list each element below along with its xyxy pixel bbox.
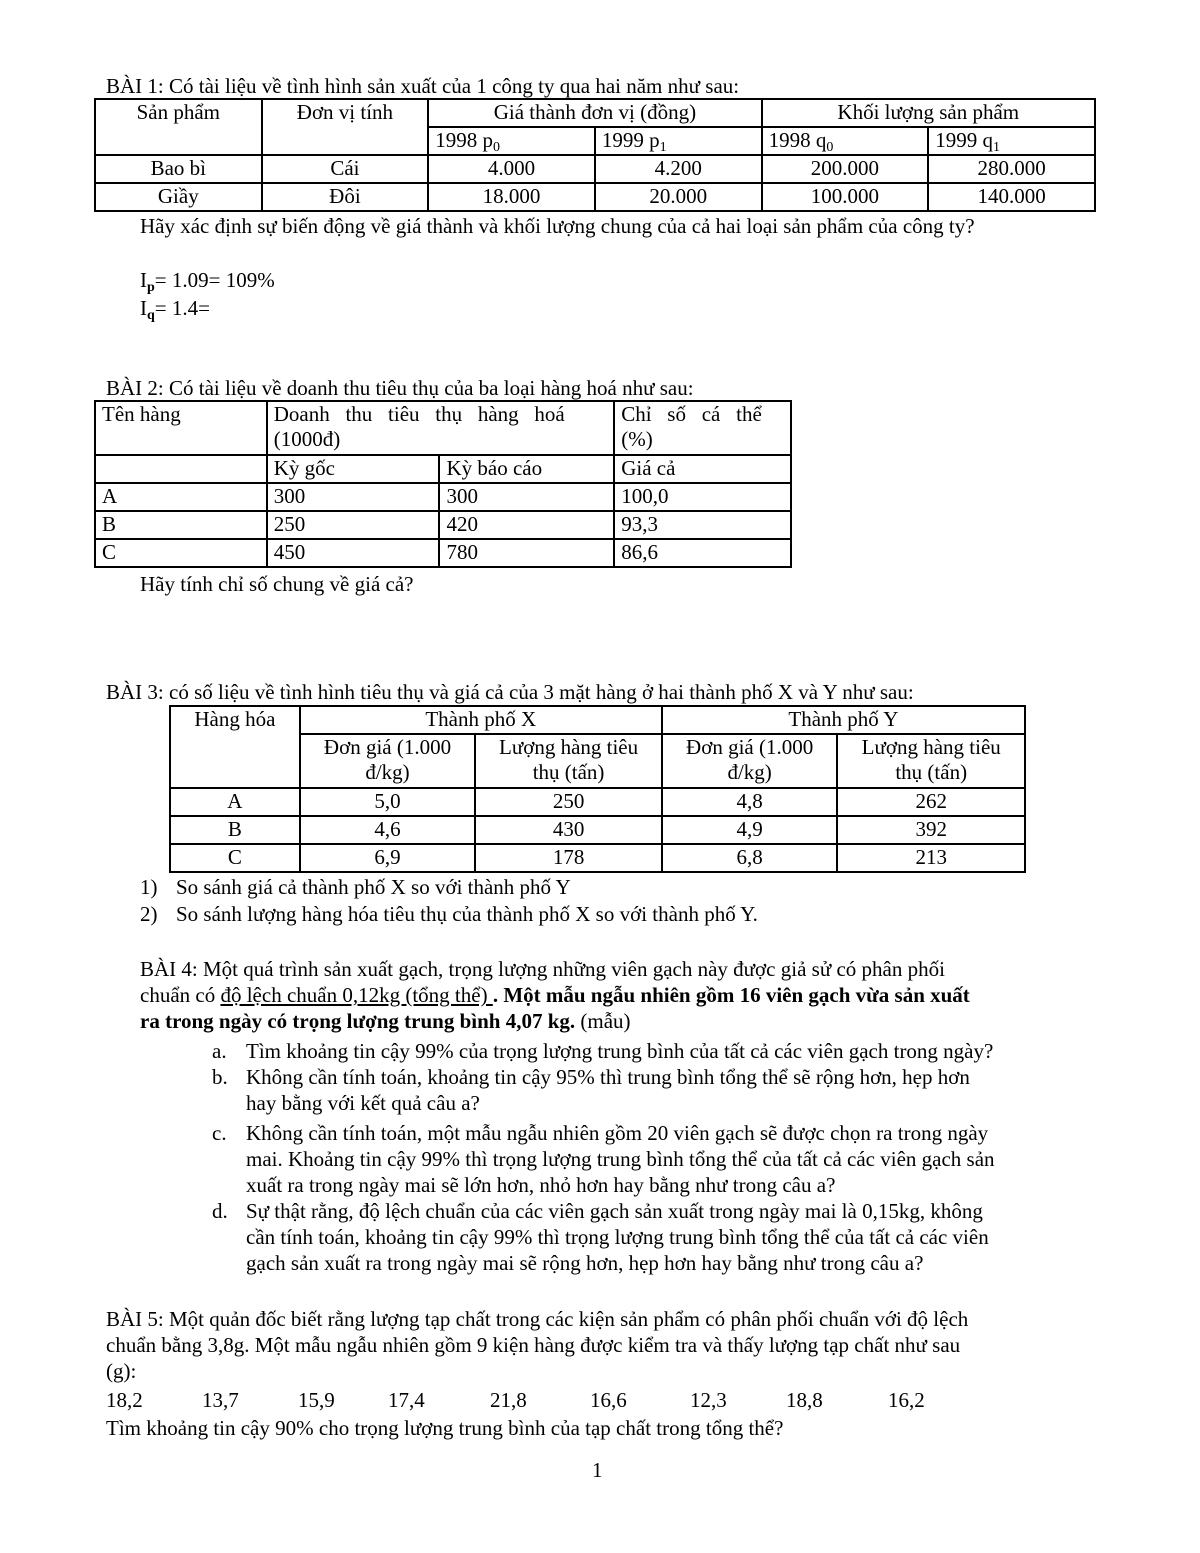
list-item-text: Sự thật rằng, độ lệch chuẩn của các viên gạch sản xuất trong ngày mai là 0,15kg, không cần tính toán, khoảng tin cậy 99% thì trọng lượng trung bình tổng thể của tất cả các viên gạch sản xuất ra trong ngày mai sẽ rộng hơn, hẹp hơn hay bằng như trong câu a? — [246, 1199, 989, 1275]
page-number: 1 — [592, 1458, 603, 1482]
cell-y-gia: 4,8 — [662, 788, 838, 816]
list-item-text: Không cần tính toán, một mẫu ngẫu nhiên gồm 20 viên gạch sẽ được chọn ra trong ngày mai. Khoảng tin cậy 99% thì trọng lượng trung bình tổng thể của tất cả các viên gạch sản xuất ra trong ngày mai sẽ lớn hơn, nhỏ hơn hay bằng như trong câu a? — [246, 1121, 995, 1197]
bai5-values-row — [106, 1388, 1006, 1414]
list-item-text: Không cần tính toán, khoảng tin cậy 95% thì trung bình tổng thể sẽ rộng hơn, hẹp hơn hay bằng với kết quả câu a? — [246, 1065, 970, 1115]
table-row — [95, 155, 1095, 183]
cell-gia-ca: 86,6 — [614, 539, 791, 567]
cell-goc: 300 — [267, 483, 440, 511]
bai4-line3: ra trong ngày có trọng lượng trung bình 4,07 kg. (mẫu) — [140, 1009, 631, 1033]
list-item — [140, 901, 1100, 927]
bai4-line2: chuẩn có độ lệch chuẩn 0,12kg (tổng thể) . Một mẫu ngẫu nhiên gồm 16 viên gạch vừa sản xuất — [140, 983, 970, 1007]
bai5-line3: (g): — [106, 1359, 137, 1383]
header-khoi-luong: Khối lượng sản phẩm — [762, 99, 1095, 127]
header-hang-hoa: Hàng hóa — [170, 706, 300, 788]
list-item-marker: c. — [212, 1121, 227, 1145]
cell-bao-cao: 780 — [439, 539, 614, 567]
subheader-x-don-gia: Đơn giá (1.000 đ/kg) — [300, 734, 476, 788]
cell-p1: 4.200 — [595, 155, 762, 183]
cell-name: B — [95, 511, 267, 539]
header-thanh-pho-x: Thành phố X — [300, 706, 662, 734]
header-chi-so — [614, 401, 791, 455]
cell-x-luong: 430 — [475, 816, 662, 844]
table-row — [95, 511, 791, 539]
cell-x-luong: 250 — [475, 788, 662, 816]
subheader-ky-bao-cao: Kỳ báo cáo — [439, 455, 614, 483]
table-row — [95, 539, 791, 567]
header-doanh-thu-line1: Doanh thu tiêu thụ hàng hoá — [273, 402, 565, 426]
subheader-p0: 1998 $p_0$ — [428, 127, 595, 155]
subheader-gia-ca: Giá cả — [614, 455, 791, 483]
list-item-marker: d. — [212, 1199, 228, 1223]
bai3-table — [169, 705, 1026, 873]
subheader-ky-goc: Kỳ gốc — [267, 455, 440, 483]
data-value: 16,2 — [888, 1388, 925, 1412]
data-value: 17,4 — [388, 1388, 425, 1412]
subheader-p1: 1999 $p_1$ — [595, 127, 762, 155]
cell-name: A — [95, 483, 267, 511]
cell-name: B — [170, 816, 300, 844]
cell-y-gia: 6,8 — [662, 844, 838, 872]
data-value: 21,8 — [490, 1388, 527, 1412]
cell-p0: 4.000 — [428, 155, 595, 183]
cell-name: C — [170, 844, 300, 872]
cell-q0: 100.000 — [762, 183, 929, 211]
cell-q0: 200.000 — [762, 155, 929, 183]
cell-gia-ca: 93,3 — [614, 511, 791, 539]
cell-name: Bao bì — [95, 155, 262, 183]
bai1-iq: $I_q= 1.4=$ — [140, 296, 210, 323]
cell-name: Giầy — [95, 183, 262, 211]
cell-p0: 18.000 — [428, 183, 595, 211]
list-item-marker: 2) — [140, 902, 158, 926]
list-item-marker: a. — [212, 1039, 227, 1063]
list-item-text: So sánh giá cả thành phố X so với thành phố Y — [176, 875, 571, 899]
cell-empty — [95, 455, 267, 483]
subheader-q1: 1999 $q_1$ — [928, 127, 1095, 155]
subheader-y-luong: Lượng hàng tiêu thụ (tấn) — [837, 734, 1025, 788]
list-item-marker: b. — [212, 1065, 228, 1089]
header-ten-hang: Tên hàng — [95, 401, 267, 455]
cell-goc: 450 — [267, 539, 440, 567]
header-san-pham: Sản phẩm — [95, 99, 262, 155]
cell-goc: 250 — [267, 511, 440, 539]
data-value: 15,9 — [298, 1388, 335, 1412]
header-don-vi: Đơn vị tính — [262, 99, 429, 155]
bai4-paragraph — [140, 956, 1090, 1034]
table-row — [170, 844, 1025, 872]
cell-y-luong: 392 — [837, 816, 1025, 844]
data-value: 12,3 — [690, 1388, 727, 1412]
bai2-question: Hãy tính chỉ số chung về giá cả? — [140, 572, 414, 596]
bai5-question: Tìm khoảng tin cậy 90% cho trọng lượng trung bình của tạp chất trong tổng thể? — [106, 1416, 784, 1440]
data-value: 16,6 — [590, 1388, 627, 1412]
list-item-text: So sánh lượng hàng hóa tiêu thụ của thành phố X so với thành phố Y. — [176, 902, 758, 926]
list-item-text: Tìm khoảng tin cậy 99% của trọng lượng trung bình của tất cả các viên gạch trong ngày? — [246, 1039, 994, 1063]
header-chi-so-line1: Chỉ số cá thể — [621, 402, 762, 426]
bai1-heading: BÀI 1: Có tài liệu về tình hình sản xuất của 1 công ty qua hai năm như sau: — [106, 74, 740, 98]
bai5-line2: chuẩn bằng 3,8g. Một mẫu ngẫu nhiên gồm 9 kiện hàng được kiểm tra và thấy lượng tạp chất như sau — [106, 1333, 961, 1357]
cell-q1: 140.000 — [928, 183, 1095, 211]
subheader-x-luong: Lượng hàng tiêu thụ (tấn) — [475, 734, 662, 788]
data-value: 18,8 — [786, 1388, 823, 1412]
header-gia-thanh: Giá thành đơn vị (đồng) — [428, 99, 761, 127]
bai2-table — [94, 400, 792, 568]
header-doanh-thu — [267, 401, 615, 455]
list-item — [140, 874, 1100, 900]
bai1-ip: $I_p= 1.09= 109\%$ — [140, 268, 275, 295]
table-row — [170, 788, 1025, 816]
bai3-heading: BÀI 3: có số liệu về tình hình tiêu thụ và giá cả của 3 mặt hàng ở hai thành phố X và Y như sau: — [106, 680, 914, 704]
cell-name: A — [170, 788, 300, 816]
cell-y-gia: 4,9 — [662, 816, 838, 844]
cell-gia-ca: 100,0 — [614, 483, 791, 511]
list-item-marker: 1) — [140, 875, 158, 899]
cell-x-luong: 178 — [475, 844, 662, 872]
cell-bao-cao: 420 — [439, 511, 614, 539]
bai1-table — [94, 98, 1096, 212]
data-value: 13,7 — [202, 1388, 239, 1412]
cell-y-luong: 262 — [837, 788, 1025, 816]
header-thanh-pho-y: Thành phố Y — [662, 706, 1025, 734]
bai5-paragraph — [106, 1306, 1096, 1384]
table-row — [170, 816, 1025, 844]
bai5-line1: BÀI 5: Một quản đốc biết rằng lượng tạp chất trong các kiện sản phẩm có phân phối chuẩn với độ lệch — [106, 1307, 969, 1331]
data-value: 18,2 — [106, 1388, 143, 1412]
cell-q1: 280.000 — [928, 155, 1095, 183]
cell-p1: 20.000 — [595, 183, 762, 211]
header-chi-so-line2: (%) — [621, 427, 653, 451]
bai1-question: Hãy xác định sự biến động về giá thành và khối lượng chung của cả hai loại sản phẩm của công ty? — [140, 214, 975, 238]
cell-x-gia: 4,6 — [300, 816, 476, 844]
cell-x-gia: 5,0 — [300, 788, 476, 816]
table-row — [95, 483, 791, 511]
cell-unit: Cái — [262, 155, 429, 183]
subheader-q0: 1998 $q_0$ — [762, 127, 929, 155]
cell-x-gia: 6,9 — [300, 844, 476, 872]
bai4-line1: BÀI 4: Một quá trình sản xuất gạch, trọng lượng những viên gạch này được giả sử có phân phối — [140, 957, 945, 981]
cell-y-luong: 213 — [837, 844, 1025, 872]
cell-name: C — [95, 539, 267, 567]
table-row — [95, 183, 1095, 211]
subheader-y-don-gia: Đơn giá (1.000 đ/kg) — [662, 734, 838, 788]
cell-unit: Đôi — [262, 183, 429, 211]
bai2-heading: BÀI 2: Có tài liệu về doanh thu tiêu thụ của ba loại hàng hoá như sau: — [106, 376, 694, 400]
header-doanh-thu-line2: (1000đ) — [273, 427, 341, 451]
cell-bao-cao: 300 — [439, 483, 614, 511]
